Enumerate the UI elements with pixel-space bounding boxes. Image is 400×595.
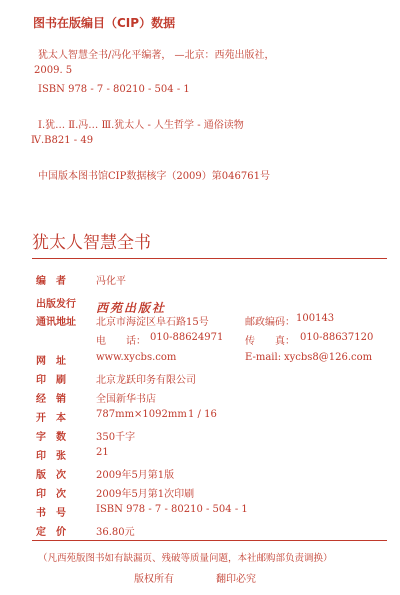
print-label: 印 刷	[36, 375, 66, 386]
book-title: 犹太人智慧全书	[32, 233, 151, 253]
price-value: 36.80元	[96, 527, 135, 538]
cip-line: ISBN 978 - 7 - 80210 - 504 - 1	[38, 84, 190, 95]
publisher-label: 出版发行	[36, 299, 76, 310]
editor-label: 编 者	[36, 276, 66, 287]
cip-line: Ⅳ.B821 - 49	[31, 135, 94, 146]
cip-line: Ⅰ.犹… Ⅱ.冯… Ⅲ.犹太人 - 人生哲学 - 通俗读物	[38, 120, 244, 131]
format-value: 787mm×1092mm	[96, 409, 187, 420]
fax-label: 传 真：	[245, 336, 295, 347]
cip-line: 2009. 5	[34, 65, 73, 76]
quality-notice: （凡西苑版图书如有缺漏页、残破等质量问题，本社邮购部负责调换）	[38, 553, 333, 564]
price-label: 定 价	[36, 527, 66, 538]
phone-label: 电 话：	[96, 336, 146, 347]
isbn-value: ISBN 978 - 7 - 80210 - 504 - 1	[96, 504, 248, 515]
address-value: 北京市海淀区阜石路15号	[96, 317, 209, 328]
distributor-label: 经 销	[36, 394, 66, 405]
postcode-label: 邮政编码：	[245, 317, 295, 328]
isbn-label: 书 号	[36, 508, 66, 519]
editor-value: 冯化平	[96, 276, 126, 287]
phone-value: 010-88624971	[150, 332, 224, 343]
words-value: 350千字	[96, 432, 136, 443]
fax-value: 010-88637120	[300, 332, 374, 343]
sheets-value: 21	[96, 447, 109, 458]
web-value: www.xycbs.com	[96, 352, 177, 363]
sheets-label: 印 张	[36, 451, 66, 462]
distributor-value: 全国新华书店	[96, 394, 156, 405]
cip-heading: 图书在版编目（CIP）数据	[33, 16, 176, 30]
no-reprint-text: 翻印必究	[216, 574, 256, 585]
words-label: 字 数	[36, 432, 66, 443]
title-divider	[32, 258, 387, 259]
address-label: 通讯地址	[36, 317, 76, 328]
email-value: xycbs8@126.com	[284, 352, 373, 363]
cip-line: 犹太人智慧全书/冯化平编著， —北京：西苑出版社，	[38, 50, 275, 61]
postcode-value: 100143	[296, 313, 335, 324]
publisher-logo: 西苑出版社	[96, 301, 167, 315]
impression-value: 2009年5月第1次印刷	[96, 489, 195, 500]
email-label: E-mail:	[245, 352, 282, 363]
footer-divider	[32, 540, 387, 541]
print-value: 北京龙跃印务有限公司	[96, 375, 196, 386]
copyright-text: 版权所有	[134, 574, 174, 585]
cip-line: 中国版本图书馆CIP数据核字（2009）第046761号	[38, 171, 270, 182]
edition-label: 版 次	[36, 470, 66, 481]
impression-label: 印 次	[36, 489, 66, 500]
format-label: 开 本	[36, 413, 66, 424]
edition-value: 2009年5月第1版	[96, 470, 175, 481]
format-ratio: 1 / 16	[188, 409, 217, 420]
web-label: 网 址	[36, 356, 66, 367]
